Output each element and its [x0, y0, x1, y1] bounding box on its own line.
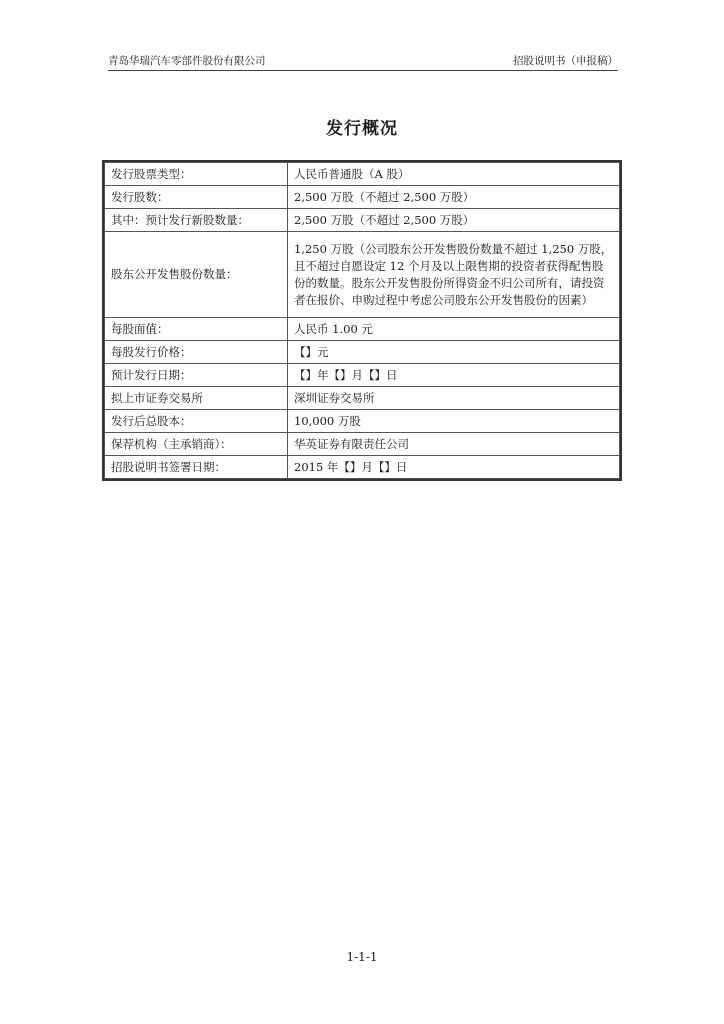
row-value: 2,500 万股（不超过 2,500 万股） — [288, 209, 620, 232]
row-value: 2015 年【】月【】日 — [288, 456, 620, 479]
page-title: 发行概况 — [326, 119, 398, 139]
row-label: 发行后总股本： — [105, 410, 288, 433]
table-row — [105, 410, 620, 433]
table-row — [105, 232, 620, 318]
row-label: 每股面值： — [105, 318, 288, 341]
table-row — [105, 456, 620, 479]
page-number: 1-1-1 — [346, 950, 378, 964]
header-doc-type: 招股说明书（申报稿） — [513, 55, 618, 67]
page-header — [108, 50, 618, 71]
row-label: 发行股数： — [105, 186, 288, 209]
row-value: 【】元 — [288, 341, 620, 364]
row-label: 其中：预计发行新股数量： — [105, 209, 288, 232]
row-label: 发行股票类型： — [105, 163, 288, 186]
row-label: 预计发行日期： — [105, 364, 288, 387]
offering-summary-table — [102, 160, 622, 481]
table-row — [105, 318, 620, 341]
table-row — [105, 186, 620, 209]
row-value: 人民币 1.00 元 — [288, 318, 620, 341]
row-value: 2,500 万股（不超过 2,500 万股） — [288, 186, 620, 209]
table-row — [105, 433, 620, 456]
table-row — [105, 387, 620, 410]
row-label: 拟上市证券交易所 — [105, 387, 288, 410]
row-value: 1,250 万股（公司股东公开发售股份数量不超过 1,250 万股，且不超过自愿设定 12 个月及以上限售期的投资者获得配售股份的数量。股东公开发售股份所得资金不归公司所有，请投资者在报价、申购过程中考虑公司股东公开发售股份的因素） — [288, 232, 620, 318]
row-value: 华英证券有限责任公司 — [288, 433, 620, 456]
row-label: 保荐机构（主承销商）： — [105, 433, 288, 456]
row-label: 股东公开发售股份数量： — [105, 232, 288, 318]
row-label: 每股发行价格： — [105, 341, 288, 364]
table-row — [105, 163, 620, 186]
row-value: 【】年【】月【】日 — [288, 364, 620, 387]
table-row — [105, 341, 620, 364]
row-value: 深圳证券交易所 — [288, 387, 620, 410]
row-label: 招股说明书签署日期： — [105, 456, 288, 479]
table-row — [105, 209, 620, 232]
row-value: 人民币普通股（A 股） — [288, 163, 620, 186]
table-row — [105, 364, 620, 387]
row-value: 10,000 万股 — [288, 410, 620, 433]
header-company: 青岛华瑞汽车零部件股份有限公司 — [108, 55, 266, 67]
